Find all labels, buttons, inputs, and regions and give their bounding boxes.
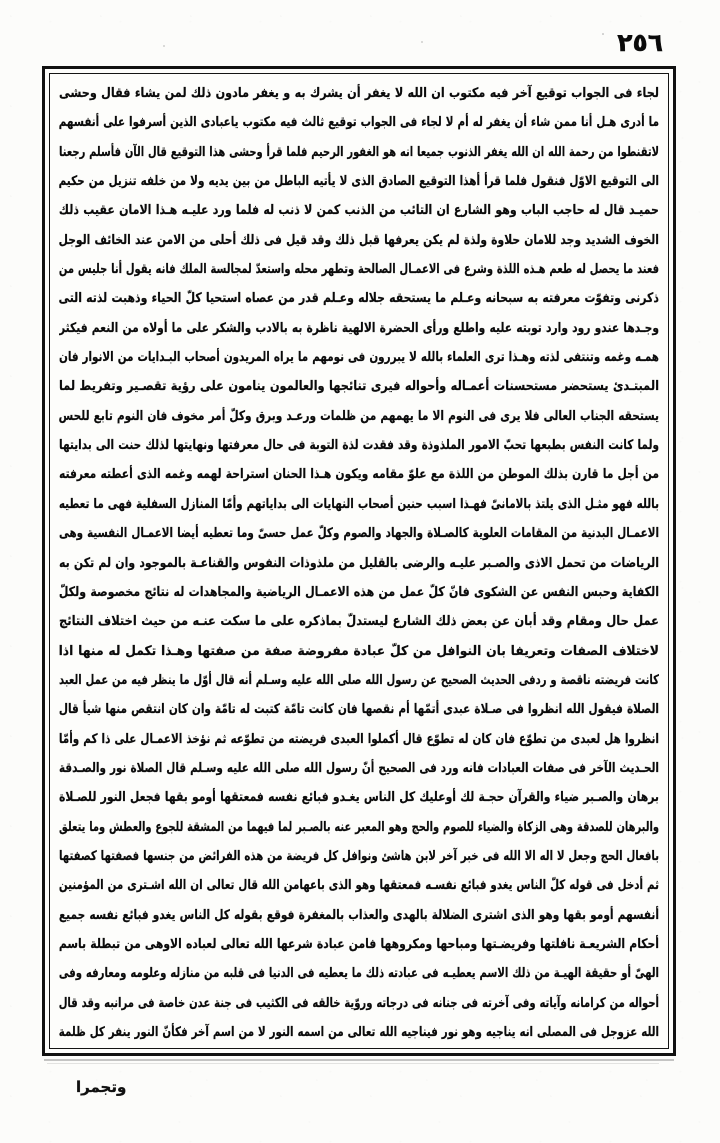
text-line-content: لاختلاف الصفات وتعريفا بان النوافل من كلّ عبادة مفروضة صفة من صفتها وهـذا تكمل له منها اذا bbox=[59, 643, 659, 659]
text-line-content: الحـديث الآخر فى صفات العبادات فانه ورد فى الصحيح أنّ رسول الله صلى الله عليه وسـلم قال الصلاة نور والصـدقة bbox=[59, 760, 659, 776]
text-line-content: همـه وغمه وتنتفى لذته وهـذا ترى العلماء بالله لا يبررون فى نومهم ما يراه المريدون أصحاب البـدايات من الانوار فان bbox=[59, 350, 659, 366]
text-line-content: ذكرنى وتفوّت معرفته به سبحانه وعـلم ما يستحقه جلاله وعـلم قدر من عصاه استحيا كلّ الحياء وذهبت لذته التى bbox=[59, 291, 659, 307]
text-line bbox=[59, 519, 659, 548]
text-line bbox=[59, 372, 659, 401]
text-line-content: كانت فريضته ناقصة و ردفى الحديث الصحيح عن رسول الله صلى الله عليه وسـلم أنه قال أوّل ما ينظر فيه من عمل العبد bbox=[59, 672, 659, 688]
text-line bbox=[59, 314, 659, 343]
text-line-content: الاعمـال البدنية من المقامات العلوية كالصـلاة والجهاد والصوم وكلّ عمل حسىّ وما تعطيه أيضا الاعمـال النفسية وهى bbox=[59, 526, 659, 542]
text-line bbox=[59, 871, 659, 900]
text-line-content: بافعال الحج وجعل لا اله الا الله فى خبر آخر لابن هاشئ ونوافل كل فريضة من هذه الفرائض من جنسها فصفتها كصفتها bbox=[59, 848, 659, 864]
text-line-content: الى التوقيع الاوّل فنقول فلما قرأ أهذا التوقيع الصادق الذى لا يأتيه الباطل من بين يديه ولا من خلفه تنزيل من حكيم bbox=[59, 174, 659, 190]
scan-speckle bbox=[163, 45, 165, 47]
text-line-content: الله عزوجل فى المصلى انه يناجيه وهو نور فيناجيه الله تعالى من اسمه النور لا من اسم آخر فكأنّ النور ينفر كل ظلمة bbox=[59, 1025, 659, 1040]
text-line-content: المبتـدئ يستحضر مستحسنات أعمـاله وأحواله فيرى تنائجها والعالمون ينامون على رؤية تقصـير وتفريط لما bbox=[59, 379, 659, 395]
page-border-outer bbox=[42, 66, 676, 1056]
page-border-inner bbox=[49, 73, 669, 1049]
text-line-content: لاتقنطوا من رحمة الله ان الله يغفر الذنوب جميعا انه هو الغفور الرحيم فلما قرأ وحشى هذا التوقيع قال الآن فأسلم رجعنا bbox=[59, 144, 659, 160]
text-line bbox=[59, 284, 659, 313]
text-line-content: الرياضات من تحمل الاذى والصـبر عليـه والرضى بالقليل من ملذوذات النفوس والقناعـة بالموجود وان لم تكن به bbox=[59, 555, 659, 571]
text-line bbox=[59, 607, 659, 636]
text-line bbox=[59, 930, 659, 959]
text-line bbox=[59, 167, 659, 196]
text-line-content bbox=[59, 1047, 659, 1049]
scan-speckle bbox=[602, 33, 604, 35]
text-line bbox=[59, 637, 659, 666]
text-line bbox=[59, 959, 659, 988]
text-line bbox=[59, 1018, 659, 1047]
text-line bbox=[59, 725, 659, 754]
scan-smudge bbox=[44, 1059, 674, 1061]
text-line bbox=[59, 226, 659, 255]
text-line-content: فعند ما يحصل له طعم هـذه اللذة وشرع فى الاعمـال الصالحة وتطهر محله واستعدّ لمجالسة الملك فانه يقول أنا جليس من bbox=[59, 262, 659, 278]
text-line-content: ﻟﺠﺎء فى الجواب توقيع آخر فيه مكتوب ان الله لا يغفر أن يشرك به و يغفر مادون ذلك لمن يشاء فقال وحشى bbox=[59, 86, 659, 101]
text-line-content: ثم أدخل فى قوله كلّ الناس يغدو فبائع نفسـه فمعتقها وهو الذى باعهامن الله قال تعالى ان الله اشـترى من المؤمنين bbox=[59, 878, 659, 894]
text-line-content: الكفاية وحبس النفس عن الشكوى فانّ كلّ عمل من هذه الاعمـال الرياضية والمجاهدات له نتائج مخصوصة ولكلّ bbox=[59, 584, 659, 600]
scan-smudge-faint bbox=[47, 1063, 659, 1064]
text-line-content: من أجل ما قارن بذلك الموطن من اللذة مع علوّ مقامه ويكون هـذا الحنان استراحة لهمه وغمه الذى أعطته معرفته bbox=[59, 467, 659, 483]
text-line-content: الصلاة فيقول الله انظروا فى صـلاة عبدى أتمّها أم نقصها فان كانت تامّة كتبت له تامّة وان كان انتقص منها شيأ قال bbox=[59, 702, 659, 718]
text-line-content: انظروا هل لعبدى من تطوّع فان كان له تطوّع قال أكملوا العبدى فريضته من تطوّعه ثم نؤخذ الاعمـال على ذا كم وأمّا bbox=[59, 731, 659, 747]
catchword: وتجمرا bbox=[76, 1078, 127, 1096]
text-line-content: أنفسهم أومو بقها وهو الذى اشترى الضلالة بالهدى والعذاب بالمغفرة فوقع بقوله كل الناس يغدو فبائع نفسه جميع bbox=[59, 907, 659, 923]
text-line-content: بالله فهو مثـل الذى يلتذ بالامانىّ فهـذا اسبب حنين أصحاب النهايات الى بداياتهم وأمّا المنازل السفلية فهى ما تعطيه bbox=[59, 496, 659, 512]
text-line bbox=[59, 402, 659, 431]
text-line-content: عمل حال ومقام وقد أبان عن بعض ذلك الشارع ليستدلّ بماذكره على ما سكت عنـه من حيث اختلاف النتائج bbox=[59, 614, 659, 630]
text-line-content: أحكام الشريعـة نافلتها وفريضـتها ومباحها ومكروهها فامن عبادة شرعها الله تعالى لعباده الاوهى من تبطلة باسم bbox=[59, 936, 659, 952]
text-line bbox=[59, 783, 659, 812]
text-line bbox=[59, 549, 659, 578]
scan-speckle bbox=[421, 41, 423, 43]
text-line-content: حميـد قال له حاجب الباب وهو الشارع ان التائب من الذنب كمن لا ذنب له فلما ورد عليـه هـذا الامان عقيب ذلك bbox=[59, 203, 659, 219]
text-line bbox=[59, 460, 659, 489]
text-line bbox=[59, 989, 659, 1018]
text-line bbox=[59, 255, 659, 284]
text-line bbox=[59, 79, 659, 108]
text-line-content: برهان والصـبر ضياء والقرآن حجـة لك أوعليك كل الناس يغـدو فبائع نفسه فمعتقها أومو بقها فجعل النور للصـلاة bbox=[59, 790, 659, 806]
text-line bbox=[59, 842, 659, 871]
text-line bbox=[59, 695, 659, 724]
text-line bbox=[59, 666, 659, 695]
text-line-content: الخوف الشديد وجد للامان حلاوة ولذة لم يكن يعرفها قبل ذلك وقد قيل فى ذلك أحلى من الامن عند الخائف الوجل bbox=[59, 232, 659, 248]
text-line-content: ولما كانت النفس بطبعها تحبّ الامور الملذوذة وقد فقدت لذة التوبة فى حال معرفتها ونهايتها لذلك حنت الى بدايتها bbox=[59, 438, 659, 454]
text-line bbox=[59, 343, 659, 372]
text-line bbox=[59, 490, 659, 519]
text-line bbox=[59, 813, 659, 842]
text-line bbox=[59, 1047, 659, 1049]
text-line-content: يستحقه الجناب العالى فلا يرى فى النوم الا ما يهمهم من ظلمات ورعـد وبرق وكلّ أمر مخوف فان النوم تابع للحس bbox=[59, 408, 659, 424]
text-line-content: وجـدها عندو رود وارد توبته عليه واطلع ورأى الحضرة الالهية ناظرة به بالادب والشكر على ما أولاه من النعم فيكثر bbox=[59, 320, 659, 336]
text-line bbox=[59, 138, 659, 167]
text-line bbox=[59, 196, 659, 225]
text-line-content: أحواله من كرامانه وآياته وفى آخرته فى جنانه فى درجاته وروّية خالقه فى الكثيب فى جنة عدن خاصة فى مرانبه وقد قال bbox=[59, 995, 659, 1011]
page-number: ٢٥٦ bbox=[617, 28, 663, 57]
text-line bbox=[59, 754, 659, 783]
text-line-content: والبرهان للصدقة وهى الزكاة والضياء للصوم والحج وهو المعبر عنه بالصـبر لما فيهما من المشقة للجوع والعطش وما يتعلق bbox=[59, 819, 659, 835]
text-line bbox=[59, 901, 659, 930]
text-line bbox=[59, 431, 659, 460]
text-line-content: ما أدرى هـل أنا ممن شاء أن يغفر له أم لا ﻟﺠﺎء فى الجواب توقيع ثالث فيه مكتوب ياعبادى الذين أسرفوا على أنفسهم bbox=[59, 115, 659, 131]
body-text-block bbox=[50, 74, 668, 1048]
text-line bbox=[59, 108, 659, 137]
text-line bbox=[59, 578, 659, 607]
text-line-content: الهىّ أو حقيقة الهيـة من ذلك الاسم يعطيـه فى عبادته ذلك ما يعطيه فى الدنيا فى قلبه من منازله وعلومه ومعارفه وفى bbox=[59, 966, 659, 982]
